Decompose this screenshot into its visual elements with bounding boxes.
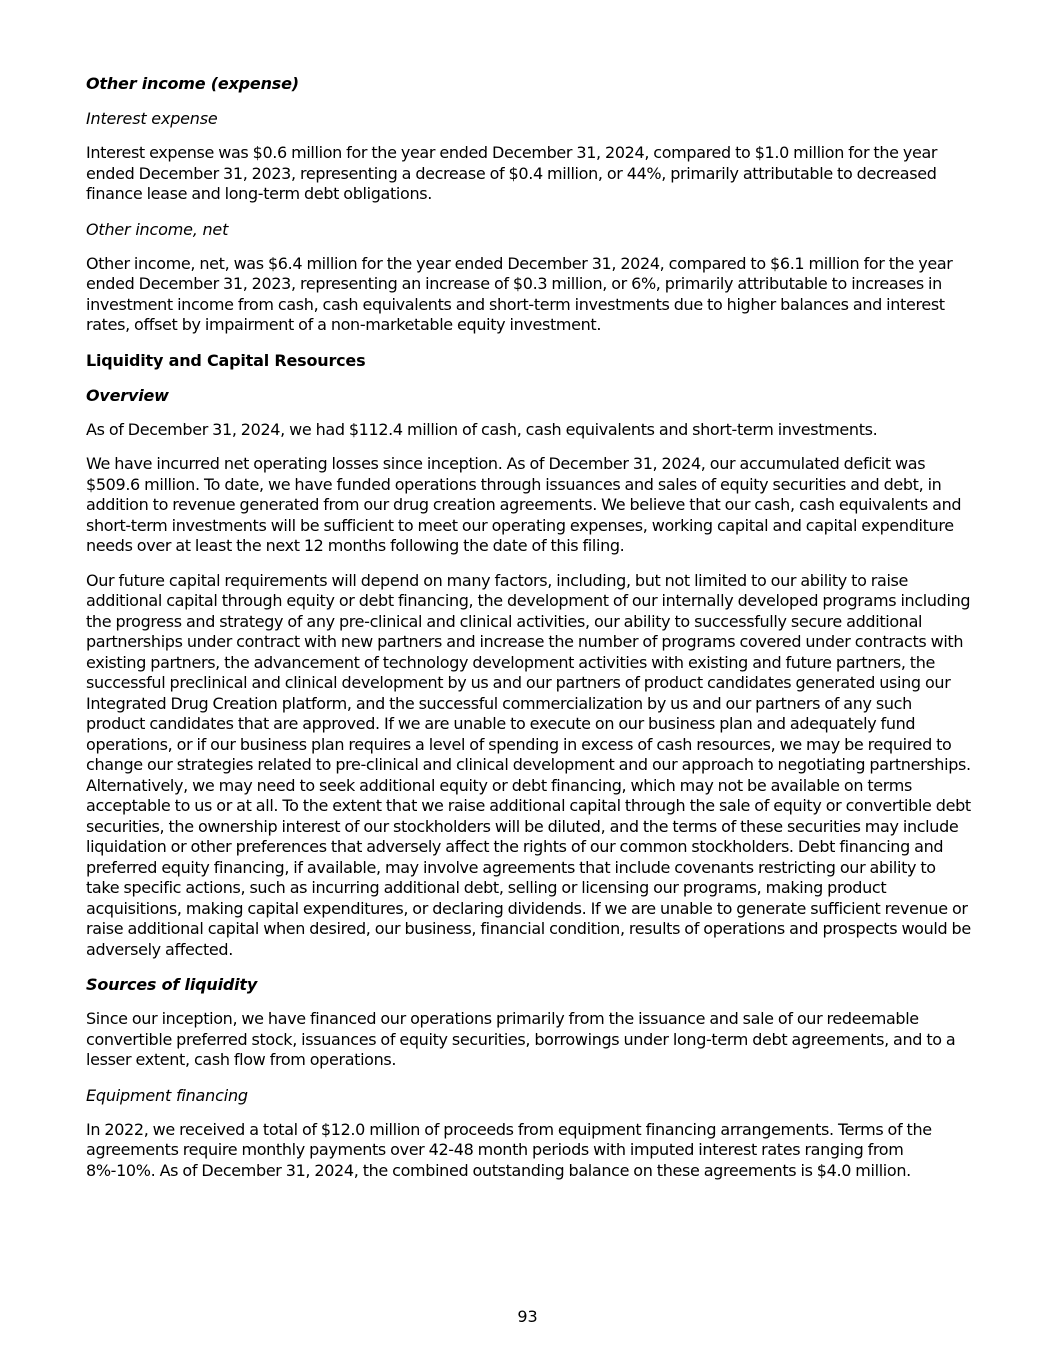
equipment-financing-paragraph: In 2022, we received a total of $12.0 million of proceeds from equipment financing arrangements. Terms of the agreements require monthly payments over 42-48 month periods with imputed interest rates ranging from 8%-10%. As of December 31, 2024, the combined outstanding balance on these agreements is $4.0 million. <box>86 1119 932 1180</box>
liquidity-heading: Liquidity and Capital Resources <box>86 350 366 370</box>
equipment-financing-heading: Equipment financing <box>86 1085 248 1105</box>
sources-of-liquidity-heading: Sources of liquidity <box>86 975 258 994</box>
interest-expense-heading: Interest expense <box>86 109 218 128</box>
overview-paragraph-3: Our future capital requirements will depend on many factors, including, but not limited to our ability to raise additional capital through equity or debt financing, the development of our internally developed programs including the progress and strategy of any pre-clinical and clinical activities, our ability to successfully secure additional partnerships under contract with new partners and increase the number of programs covered under contracts with existing partners, the advancement of technology development activities with existing and future partners, the successful preclinical and clinical development by us and our partners of product candidates generated using our Integrated Drug Creation platform, and the successful commercialization by us and our partners of any such product candidates that are approved. If we are unable to execute on our business plan and adequately fund operations, or if our business plan requires a level of spending in excess of cash resources, we may be required to change our strategies related to pre-clinical and clinical development and our approach to negotiating partnerships. Alternatively, we may need to seek additional equity or debt financing, which may not be available on terms acceptable to us or at all. To the extent that we raise additional capital through the sale of equity or convertible debt securities, the ownership interest of our stockholders will be diluted, and the terms of these securities may include liquidation or other preferences that adversely affect the rights of our common stockholders. Debt financing and preferred equity financing, if available, may involve agreements that include covenants restricting our ability to take specific actions, such as incurring additional debt, selling or licensing our programs, making product acquisitions, making capital expenditures, or declaring dividends. If we are unable to generate sufficient revenue or raise additional capital when desired, our business, financial condition, results of operations and prospects would be adversely affected. <box>86 570 971 959</box>
other-income-heading: Other income (expense) <box>86 74 299 93</box>
other-income-net-heading: Other income, net <box>86 219 229 239</box>
overview-heading: Overview <box>86 385 169 405</box>
page-number: 93 <box>517 1307 538 1326</box>
overview-paragraph-1: As of December 31, 2024, we had $112.4 million of cash, cash equivalents and short-term investments. <box>86 419 878 439</box>
document-page <box>86 73 971 1195</box>
sources-of-liquidity-paragraph: Since our inception, we have financed our operations primarily from the issuance and sale of our redeemable convertible preferred stock, issuances of equity securities, borrowings under long-term debt agreements, and to a lesser extent, cash flow from operations. <box>86 1009 956 1069</box>
other-income-net-paragraph: Other income, net, was $6.4 million for the year ended December 31, 2024, compared to $6.1 million for the year ended December 31, 2023, representing an increase of $0.3 million, or 6%, primarily attributable to increases in investment income from cash, cash equivalents and short-term investments due to higher balances and interest rates, offset by impairment of a non-marketable equity investment. <box>86 253 953 334</box>
overview-paragraph-2: We have incurred net operating losses since inception. As of December 31, 2024, our accumulated deficit was $509.6 million. To date, we have funded operations through issuances and sales of equity securities and debt, in addition to revenue generated from our drug creation agreements. We believe that our cash, cash equivalents and short-term investments will be sufficient to meet our operating expenses, working capital and capital expenditure needs over at least the next 12 months following the date of this filing. <box>86 454 962 555</box>
interest-expense-paragraph: Interest expense was $0.6 million for the year ended December 31, 2024, compared to $1.0 million for the year ended December 31, 2023, representing a decrease of $0.4 million, or 44%, primarily attributable to decreased finance lease and long-term debt obligations. <box>86 143 938 203</box>
